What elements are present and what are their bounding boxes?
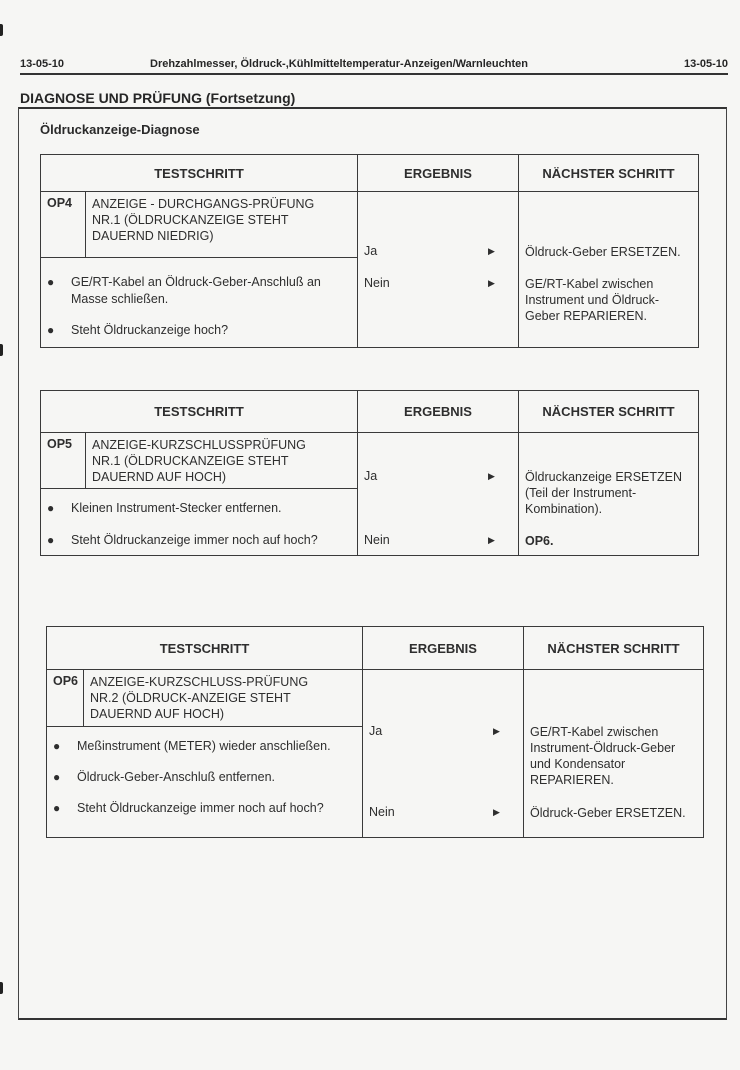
bullet-icon: ● [47,323,55,337]
arrow-right-icon: ▶ [488,246,495,256]
arrow-right-icon: ▶ [488,471,495,481]
column-header-next: NÄCHSTER SCHRITT [519,155,699,192]
instruction-item: ● Kleinen Instrument-Stecker entfernen. [47,501,282,515]
binder-hole-mark [0,24,3,36]
binder-hole-mark [0,344,3,356]
column-header-next: NÄCHSTER SCHRITT [524,627,704,670]
next-step-no: GE/RT-Kabel zwischen Instrument und Öldruck- Geber REPARIEREN. [525,277,660,323]
section-title: DIAGNOSE UND PRÜFUNG (Fortsetzung) [20,90,296,106]
diagnosis-table-op5 [40,390,699,556]
step-title: ANZEIGE - DURCHGANGS-PRÜFUNG NR.1 (ÖLDRUCKANZEIGE STEHT DAUERND NIEDRIG) [92,197,315,243]
column-header-next: NÄCHSTER SCHRITT [519,391,699,433]
binder-hole-mark [0,982,3,994]
result-no: Nein ▶ [364,276,495,290]
instruction-item: ● Meßinstrument (METER) wieder anschließen. [53,739,331,753]
bullet-icon: ● [47,501,55,515]
instruction-item: ● Steht Öldruckanzeige immer noch auf hoch? [47,533,318,547]
next-step-cell [524,670,704,838]
step-title: ANZEIGE-KURZSCHLUSS-PRÜFUNG NR.2 (ÖLDRUCK-ANZEIGE STEHT DAUERND AUF HOCH) [90,675,309,721]
column-header-test: TESTSCHRITT [41,155,358,192]
step-code: OP6 [47,670,84,726]
next-step-yes: Öldruck-Geber ERSETZEN. [525,245,681,259]
page-header [20,58,728,74]
diagnosis-table-op4 [40,154,699,348]
step-title: ANZEIGE-KURZSCHLUSSPRÜFUNG NR.1 (ÖLDRUCKANZEIGE STEHT DAUERND AUF HOCH) [92,438,306,484]
result-no: Nein ▶ [364,533,495,547]
next-step-yes: Öldruckanzeige ERSETZEN (Teil der Instrument- Kombination). [525,470,683,516]
result-yes: Ja ▶ [364,469,495,483]
result-cell [363,670,524,838]
instruction-item: ● GE/RT-Kabel an Öldruck-Geber-Anschluß an Masse schließen. [47,275,321,306]
step-code: OP4 [41,192,86,257]
column-header-result: ERGEBNIS [363,627,524,670]
instruction-item: ● Steht Öldruckanzeige hoch? [47,323,229,337]
result-cell [358,433,519,556]
next-step-cell [519,433,699,556]
page-number-right: 13-05-10 [683,58,728,70]
bullet-icon: ● [47,275,55,289]
next-step-no: Öldruck-Geber ERSETZEN. [530,806,686,820]
result-cell [358,192,519,348]
instruction-item: ● Steht Öldruckanzeige immer noch auf hoch? [53,801,324,815]
column-header-result: ERGEBNIS [358,155,519,192]
test-step-cell [41,433,358,556]
next-step-yes: GE/RT-Kabel zwischen Instrument-Öldruck-Geber und Kondensator REPARIEREN. [530,725,676,787]
header-rule [20,73,728,75]
result-yes: Ja ▶ [369,724,500,738]
bullet-icon: ● [53,770,61,784]
arrow-right-icon: ▶ [488,535,495,545]
next-step-no: OP6. [525,534,554,548]
column-header-test: TESTSCHRITT [47,627,363,670]
result-no: Nein ▶ [369,805,500,819]
column-header-result: ERGEBNIS [358,391,519,433]
diagnosis-subtitle: Öldruckanzeige-Diagnose [40,122,200,137]
next-step-cell [519,192,699,348]
bullet-icon: ● [47,533,55,547]
diagnosis-table-op6 [46,626,704,838]
result-yes: Ja ▶ [364,244,495,258]
test-step-cell [41,192,358,348]
column-header-test: TESTSCHRITT [41,391,358,433]
bullet-icon: ● [53,739,61,753]
instruction-item: ● Öldruck-Geber-Anschluß entfernen. [53,770,276,784]
bullet-icon: ● [53,801,61,815]
arrow-right-icon: ▶ [493,807,500,817]
arrow-right-icon: ▶ [493,726,500,736]
test-step-cell [47,670,363,838]
page-number-left: 13-05-10 [20,58,65,70]
arrow-right-icon: ▶ [488,278,495,288]
step-code: OP5 [41,433,86,488]
chapter-title: Drehzahlmesser, Öldruck-,Kühlmitteltemperatur-Anzeigen/Warnleuchten [150,58,528,70]
